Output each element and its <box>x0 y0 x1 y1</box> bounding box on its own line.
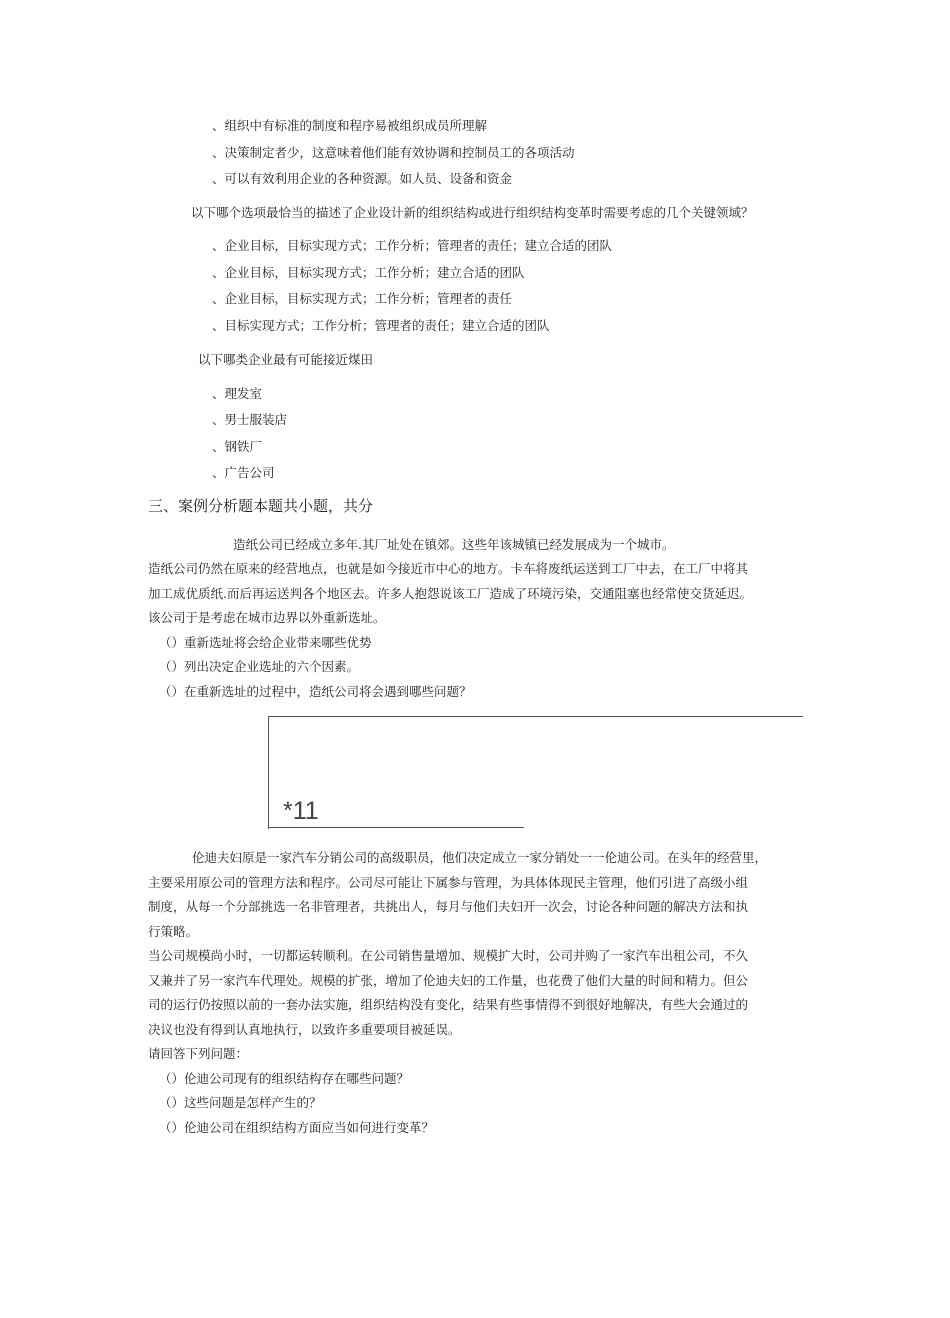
case-paragraph <box>148 557 813 704</box>
case-question: （）伦迪公司现有的组织结构存在哪些问题？ <box>159 1070 410 1086</box>
case-question: （）这些问题是怎样产生的？ <box>159 1095 322 1110</box>
question-text: 以下哪个选项最恰当的描述了企业设计新的组织结构或进行组织结构变革时需要考虑的几个关键领域？ <box>191 205 754 220</box>
case-paragraph-line: 制度，从每一个分部挑选一名非管理者，共挑出人，每月与他们夫妇开一次会，讨论各种问题的解决方法和执 <box>148 899 749 914</box>
case-paragraph-line: 加工成优质纸.而后再运送判各个地区去。许多人抱怨说该工厂造成了环境污染，交通阻塞也经常使交货延迟。 <box>148 585 752 601</box>
case-paragraph-line: 造纸公司仍然在原来的经营地点，也就是如今接近市中心的地方。卡车将废纸运送到工厂中去，在工厂中将其 <box>148 561 749 576</box>
case-paragraph-line: 伦迪夫妇原是一家汽车分销公司的高级职员，他们决定成立一家分销处一一伦迪公司。在头年的经营里， <box>192 850 768 865</box>
option-item: 、广告公司 <box>212 465 275 480</box>
option-item: 、钢铁厂 <box>212 439 263 454</box>
case-paragraph-line: 主要采用原公司的管理方法和程序。公司尽可能让下属参与管理，为具体体现民主管理，他们引进了高级小组 <box>148 874 749 890</box>
answer-box <box>268 716 803 829</box>
section-title: 三、案例分析题本题共小题，共分 <box>148 497 374 515</box>
case-paragraph <box>148 846 813 1140</box>
case-paragraph-line: 司的运行仍按照以前的一套办法实施，组织结构没有变化，结果有些事情得不到很好地解决，有些大会通过的 <box>148 997 749 1012</box>
case-question: （）伦迪公司在组织结构方面应当如何进行变革？ <box>159 1119 435 1135</box>
case-question: （）重新选址将会给企业带来哪些优势 <box>159 634 372 650</box>
case-paragraph-line: 当公司规模尚小时，一切都运转顺利。在公司销售量增加、规模扩大时，公司并购了一家汽车出租公司，不久 <box>148 948 749 963</box>
case-paragraph-line: 行策略。 <box>148 923 199 939</box>
question-text: 以下哪类企业最有可能接近煤田 <box>198 352 374 367</box>
case-paragraph-line: 请回答下列问题： <box>148 1046 249 1061</box>
case-paragraph-line: 该公司于是考虑在城市边界以外重新选址。 <box>148 610 386 625</box>
option-item: 、男士服装店 <box>212 412 288 427</box>
case-question: （）在重新选址的过程中，造纸公司将会遇到哪些问题？ <box>159 683 472 699</box>
case-paragraph-line: 造纸公司已经成立多年.其厂址处在镇郊。这些年该城镇已经发展成为一个城市。 <box>233 537 675 552</box>
answer-box-divider <box>268 827 524 828</box>
option-item: 、企业目标，目标实现方式；工作分析；建立合适的团队 <box>212 265 525 280</box>
option-item: 、目标实现方式；工作分析；管理者的责任；建立合适的团队 <box>212 318 550 333</box>
option-item: 、可以有效利用企业的各种资源。如人员、设备和资金 <box>212 171 513 186</box>
option-item: 、企业目标，目标实现方式；工作分析；管理者的责任；建立合适的团队 <box>212 238 613 253</box>
option-item: 、决策制定者少，这意味着他们能有效协调和控制员工的各项活动 <box>212 145 575 160</box>
option-item: 、组织中有标准的制度和程序易被组织成员所理解 <box>212 118 488 133</box>
option-item: 、企业目标，目标实现方式；工作分析；管理者的责任 <box>212 291 513 306</box>
answer-box-label: *11 <box>283 797 319 825</box>
option-item: 、理发室 <box>212 386 263 401</box>
case-paragraph-line: 又兼并了另一家汽车代理处。规模的扩张，增加了伦迪夫妇的工作量，也花费了他们大量的时间和精力。但公 <box>148 972 749 988</box>
case-paragraph-line: 决议也没有得到认真地执行，以致许多重要项目被延误。 <box>148 1021 461 1037</box>
case-question: （）列出决定企业选址的六个因素。 <box>159 659 360 674</box>
